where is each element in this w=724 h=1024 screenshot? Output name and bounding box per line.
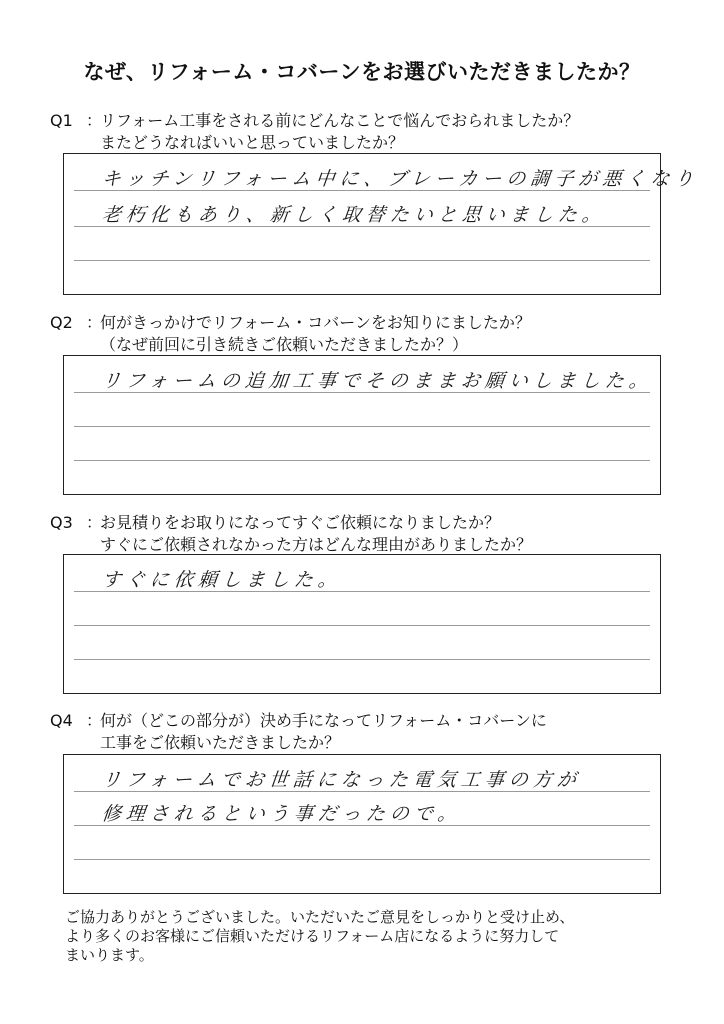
handwritten-answer-line: 老朽化もあり、新しく取替たいと思いました。 [100, 204, 608, 226]
question-separator: ： [86, 711, 103, 730]
ruled-line [74, 859, 650, 860]
answer-box-2 [63, 355, 661, 495]
question-number: Q4 [50, 711, 73, 730]
question-text-line: すぐにご依頼されなかった方はどんな理由がありましたか？ [100, 535, 533, 554]
answer-box-1 [63, 153, 700, 295]
question-text-line: リフォーム工事をされる前にどんなことで悩んでおられましたか？ [100, 111, 580, 130]
question-number: Q2 [50, 313, 73, 332]
answer-box-4 [63, 754, 661, 894]
question-1 [50, 110, 579, 154]
question-text-line: （なぜ前回に引き続きご依頼いただきましたか？） [100, 335, 469, 354]
handwritten-answer-line: リフォームでお世話になった電気工事の方が [100, 769, 583, 791]
question-number: Q3 [50, 513, 73, 532]
closing-message [65, 908, 665, 965]
question-separator: ： [86, 513, 103, 532]
page-title: なぜ、リフォーム・コバーンをお選びいただきましたか？ [83, 60, 641, 84]
ruled-line [74, 659, 650, 660]
closing-message-line: ご協力ありがとうございました。いただいたご意見をしっかりと受け止め、 [65, 908, 575, 926]
question-text-line: お見積りをお取りになってすぐご依頼になりましたか？ [100, 513, 501, 532]
question-separator: ： [86, 111, 103, 130]
question-text-line: 工事をご依頼いただきましたか？ [100, 733, 341, 752]
question-2 [50, 312, 531, 356]
handwritten-answer-line: すぐに依頼しました。 [100, 569, 344, 591]
question-separator: ： [86, 313, 103, 332]
question-text-line: またどうなればいいと思っていましたか？ [100, 133, 405, 152]
closing-message-line: まいります。 [65, 946, 154, 964]
handwritten-answer-line: リフォームの追加工事でそのままお願いしました。 [100, 370, 655, 392]
ruled-line [74, 460, 650, 461]
ruled-line [74, 625, 650, 626]
question-text-line: 何が（どこの部分が）決め手になってリフォーム・コバーンに [100, 711, 547, 730]
ruled-line [74, 426, 650, 427]
closing-message-line: より多くのお客様にご信頼いただけるリフォーム店になるように努力して [65, 927, 560, 945]
answer-box-3 [63, 554, 661, 694]
question-text-line: 何がきっかけでリフォーム・コバーンをお知りにましたか？ [100, 313, 531, 332]
ruled-line [74, 260, 650, 261]
question-4 [50, 710, 547, 754]
question-3 [50, 512, 532, 556]
handwritten-answer-line: キッチンリフォーム中に、ブレーカーの調子が悪くなり [100, 168, 700, 190]
question-number: Q1 [50, 111, 73, 130]
handwritten-answer-line: 修理されるという事だったので。 [100, 803, 463, 825]
